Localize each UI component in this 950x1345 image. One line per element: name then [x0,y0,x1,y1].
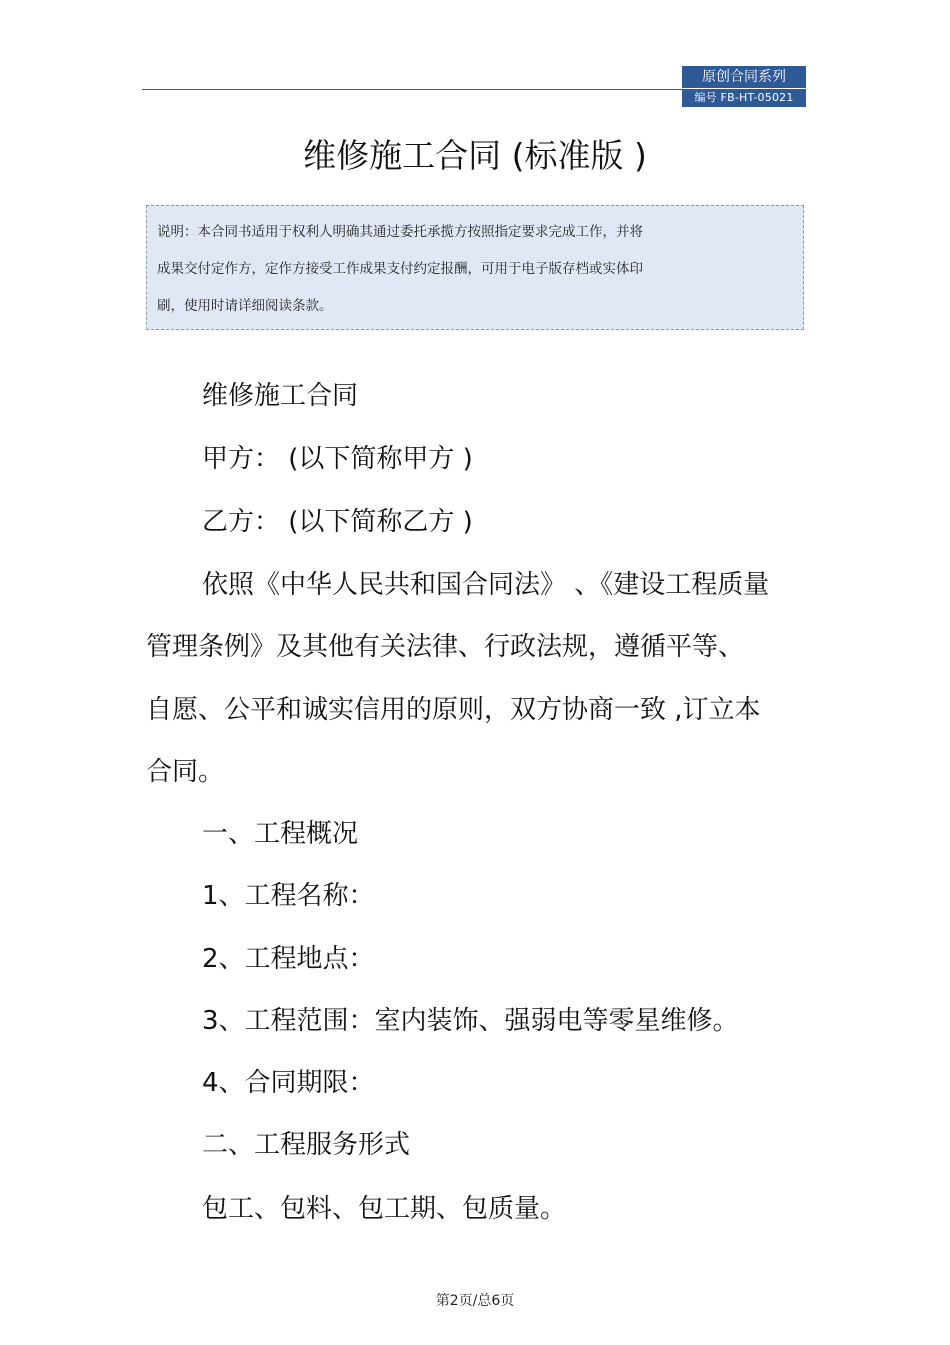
item-project-location: 2、工程地点： [202,944,375,974]
document-code-badge: 编号 FB-HT-05021 [682,89,806,107]
note-line-3: 刷，使用时请详细阅读条款。 [157,298,333,314]
note-line-1: 说明：本合同书适用于权利人明确其通过委托承揽方按照指定要求完成工作，并将 [157,224,643,240]
item-project-name: 1、工程名称： [202,881,375,911]
preamble-line-1: 依照《中华人民共和国合同法》 、《建设工程质量 [202,570,770,600]
party-b-line: 乙方： (以下简称乙方 ) [202,507,473,537]
description-note [146,205,804,330]
document-title: 维修施工合同 (标准版 ) [303,136,647,175]
series-badge: 原创合同系列 [682,66,806,88]
section-heading-2: 二、工程服务形式 [202,1130,411,1160]
item-project-scope: 3、工程范围：室内装饰、强弱电等零星维修。 [202,1006,739,1036]
item-contract-term: 4、合同期限： [202,1068,375,1098]
preamble-line-2: 管理条例》及其他有关法律、行政法规，遵循平等、 [146,632,745,662]
preamble-line-3: 自愿、公平和诚实信用的原则，双方协商一致 ,订立本 [146,695,761,725]
party-a-line: 甲方： (以下简称甲方 ) [202,444,473,474]
section-heading-1: 一、工程概况 [202,819,359,849]
note-line-2: 成果交付定作方，定作方接受工作成果支付约定报酬，可用于电子版存档或实体印 [157,261,643,277]
preamble-line-4: 合同。 [146,757,225,787]
contract-name: 维修施工合同 [202,381,359,411]
header-rule [142,89,682,90]
service-description: 包工、包料、包工期、包质量。 [202,1194,567,1224]
page-number: 第2页/总6页 [435,1293,515,1309]
